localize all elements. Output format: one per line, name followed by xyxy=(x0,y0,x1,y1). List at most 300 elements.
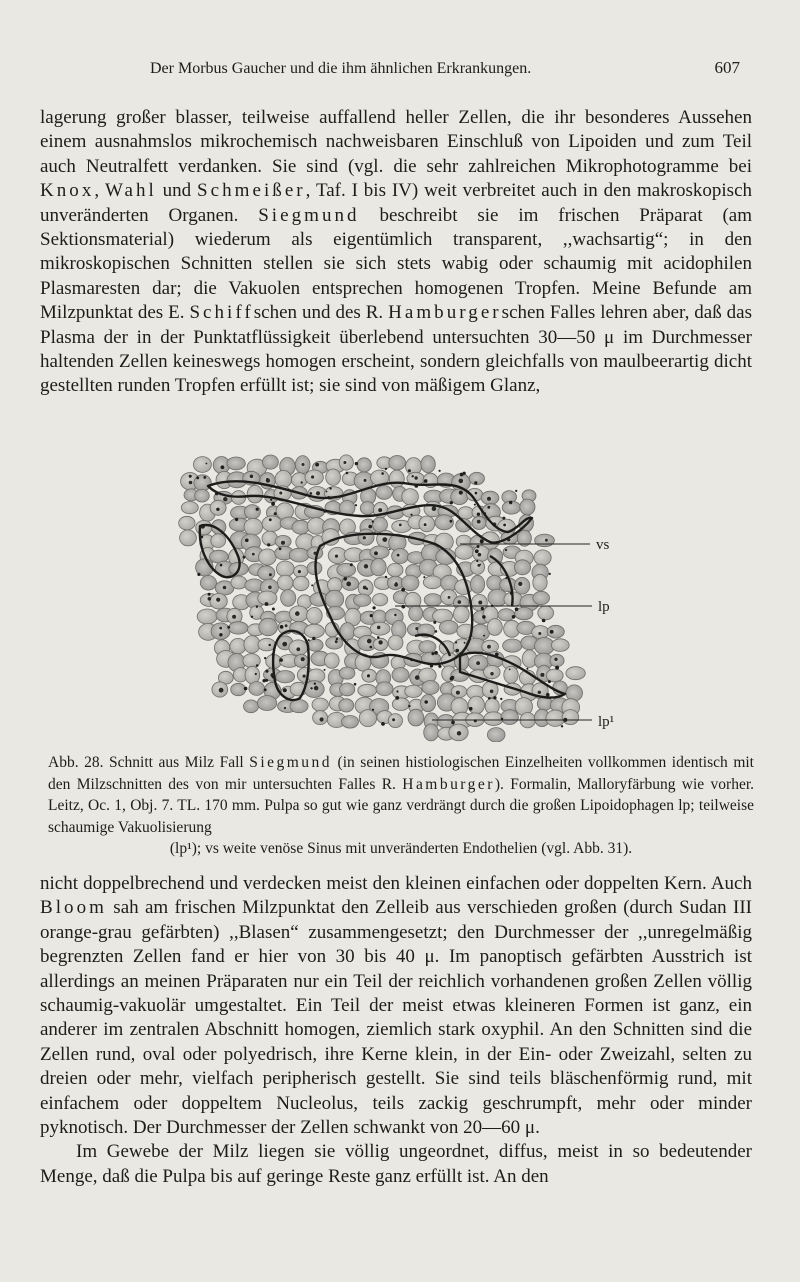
paragraph: Im Gewebe der Milz liegen sie völlig ungeordnet, diffus, meist in so bedeutender Menge, daß die Pulpa bis auf geringe Reste ganz erfüllt ist. An den xyxy=(40,1141,752,1187)
cell-mark xyxy=(514,577,529,594)
granule-mark xyxy=(355,504,357,506)
granule-mark xyxy=(381,472,384,475)
cell-mark xyxy=(503,639,522,652)
nucleus-mark xyxy=(250,475,254,479)
granule-mark xyxy=(488,697,491,700)
granule-mark xyxy=(550,630,554,634)
cell-mark xyxy=(292,473,308,487)
nucleus-mark xyxy=(303,675,306,678)
granule-mark xyxy=(397,554,400,557)
cell-mark xyxy=(290,700,308,713)
cell-mark xyxy=(423,576,441,589)
cell-mark xyxy=(249,682,265,696)
text-run: , Taf. I bis IV) weit verbreitet auch in den makroskopisch unveränderten Organen. xyxy=(40,180,753,226)
granule-mark xyxy=(476,560,478,562)
granule-mark xyxy=(208,593,211,596)
author-name: Schiff xyxy=(189,302,254,324)
granule-mark xyxy=(483,635,485,637)
granule-mark xyxy=(394,614,396,616)
cell-mark xyxy=(326,469,341,485)
cell-mark xyxy=(566,667,585,680)
cell-mark xyxy=(325,590,343,608)
nucleus-mark xyxy=(320,717,324,721)
text-run: und xyxy=(156,180,198,202)
cell-mark xyxy=(538,606,554,620)
nucleus-mark xyxy=(382,537,387,542)
nucleus-mark xyxy=(367,639,372,644)
cell-mark xyxy=(389,470,404,488)
granule-mark xyxy=(401,605,405,609)
nucleus-mark xyxy=(415,627,418,630)
cell-mark xyxy=(305,470,323,485)
nucleus-mark xyxy=(459,479,464,484)
nucleus-mark xyxy=(487,497,491,501)
cell-mark xyxy=(259,549,277,565)
granule-mark xyxy=(256,606,258,608)
tissue-cells xyxy=(179,455,586,742)
cell-mark xyxy=(387,563,403,576)
nucleus-mark xyxy=(538,691,541,694)
cell-mark xyxy=(408,709,424,726)
label-lp1: lp¹ xyxy=(598,714,615,730)
granule-mark xyxy=(189,475,192,478)
cell-mark xyxy=(546,669,563,682)
nucleus-mark xyxy=(432,506,437,511)
nucleus-mark xyxy=(364,564,368,568)
nucleus-mark xyxy=(346,582,351,587)
granule-mark xyxy=(311,584,313,586)
granule-mark xyxy=(548,680,551,683)
granule-mark xyxy=(219,627,222,630)
cell-mark xyxy=(402,489,419,505)
cell-mark xyxy=(514,560,530,575)
granule-mark xyxy=(312,637,315,640)
granule-mark xyxy=(245,539,249,543)
cell-mark xyxy=(294,654,308,667)
granule-mark xyxy=(324,669,326,671)
granule-mark xyxy=(269,573,272,576)
nucleus-mark xyxy=(279,492,282,495)
cell-mark xyxy=(229,622,249,634)
nucleus-mark xyxy=(378,640,382,644)
cell-mark xyxy=(339,699,354,712)
granule-mark xyxy=(487,506,490,509)
text-run: nicht doppelbrechend und verdecken meist den kleinen einfachen oder doppelten Kern. Auch xyxy=(40,873,752,894)
author-name: Hamburger xyxy=(388,302,502,324)
granule-mark xyxy=(509,501,512,504)
nucleus-mark xyxy=(296,647,300,651)
granule-mark xyxy=(475,492,478,495)
text-run: Abb. 28. Schnitt aus Milz Fall xyxy=(48,754,250,771)
granule-mark xyxy=(329,487,331,489)
cell-mark xyxy=(340,683,355,696)
cell-mark xyxy=(244,518,263,535)
nucleus-mark xyxy=(448,596,451,599)
granule-mark xyxy=(219,633,222,636)
nucleus-mark xyxy=(363,536,366,539)
cell-mark xyxy=(262,516,282,532)
granule-mark xyxy=(477,545,480,548)
cell-mark xyxy=(534,550,551,565)
nucleus-mark xyxy=(458,600,462,604)
nucleus-mark xyxy=(414,476,417,479)
cell-mark xyxy=(193,457,211,473)
nucleus-mark xyxy=(189,481,193,485)
granule-mark xyxy=(370,614,373,617)
micrograph-illustration xyxy=(160,436,640,742)
granule-mark xyxy=(555,666,559,670)
granule-mark xyxy=(424,700,428,704)
granule-mark xyxy=(475,549,479,553)
cell-mark xyxy=(562,710,579,725)
granule-mark xyxy=(206,463,208,465)
nucleus-mark xyxy=(216,598,220,602)
cell-mark xyxy=(354,594,372,606)
granule-mark xyxy=(367,674,370,677)
cell-mark xyxy=(324,653,339,668)
body-text-top xyxy=(40,106,752,399)
granule-mark xyxy=(482,615,486,619)
nucleus-mark xyxy=(252,553,255,556)
cell-mark xyxy=(231,576,247,589)
nucleus-mark xyxy=(457,731,461,735)
cell-mark xyxy=(484,712,503,726)
granule-mark xyxy=(401,588,405,592)
paragraph xyxy=(40,106,752,399)
cell-mark xyxy=(231,683,246,695)
granule-mark xyxy=(350,563,353,566)
granule-mark xyxy=(561,725,563,727)
cell-mark xyxy=(195,489,210,502)
granule-mark xyxy=(423,576,425,578)
granule-mark xyxy=(373,606,376,609)
cell-mark xyxy=(326,637,343,649)
granule-mark xyxy=(451,721,455,725)
text-run: beschreibt sie im frischen Präparat (am Sektionsmaterial) wiederum als eigentümlich transparent, ,,wachsartig“; in den mikroskopischen Schnitten stellen sie sich stets wabig oder schaumig mit acidophilen Plasmaresten dar; die Vakuolen entsprechen homogenen Tropfen. Meine Befunde am Milzpunktat des E. xyxy=(40,204,752,324)
granule-mark xyxy=(310,492,313,495)
granule-mark xyxy=(221,465,225,469)
nucleus-mark xyxy=(274,512,277,515)
granule-mark xyxy=(197,573,200,576)
nucleus-mark xyxy=(476,661,480,665)
granule-mark xyxy=(477,513,480,516)
granule-mark xyxy=(464,642,466,644)
nucleus-mark xyxy=(490,690,494,694)
granule-mark xyxy=(515,607,519,611)
granule-mark xyxy=(368,525,372,529)
nucleus-mark xyxy=(364,479,367,482)
granule-mark xyxy=(385,576,387,578)
nucleus-mark xyxy=(208,597,212,601)
granule-mark xyxy=(434,651,438,655)
nucleus-mark xyxy=(487,645,491,649)
cell-mark xyxy=(258,566,275,580)
cell-mark xyxy=(262,455,278,469)
granule-mark xyxy=(455,641,457,643)
nucleus-mark xyxy=(477,520,481,524)
cell-mark xyxy=(439,620,458,634)
cell-mark xyxy=(259,618,278,636)
cell-mark xyxy=(388,714,402,728)
granule-mark xyxy=(227,626,230,629)
granule-mark xyxy=(480,539,484,543)
author-name: Siegmund xyxy=(249,754,332,771)
granule-mark xyxy=(410,514,412,516)
label-lp: lp xyxy=(598,599,610,615)
granule-mark xyxy=(381,722,385,726)
text-run: lagerung großer blasser, teilweise auffallend heller Zellen, die ihr besonderes Aussehen einem ausnahmslos mikrochemisch nachweisbaren Einschluß von Lipoiden und zum Teil auch Neutralfett verdanken. Sie sind (vgl. die sehr zahlreichen Mikrophotogramme bei xyxy=(40,107,752,177)
granule-mark xyxy=(374,551,378,555)
granule-mark xyxy=(196,477,199,480)
granule-mark xyxy=(266,670,269,673)
cell-mark xyxy=(247,485,263,503)
granule-mark xyxy=(216,508,219,511)
cell-mark xyxy=(257,696,276,711)
granule-mark xyxy=(315,463,319,467)
granule-mark xyxy=(270,499,272,501)
granule-mark xyxy=(424,523,427,526)
cell-mark xyxy=(376,682,393,696)
cell-mark xyxy=(419,641,436,653)
granule-mark xyxy=(431,652,434,655)
cell-mark xyxy=(313,711,328,725)
granule-mark xyxy=(500,698,502,700)
granule-mark xyxy=(266,478,268,480)
cell-mark xyxy=(276,671,295,683)
cell-mark xyxy=(376,486,392,500)
author-name: Schmeißer xyxy=(197,180,306,202)
cell-mark xyxy=(487,619,502,636)
nucleus-mark xyxy=(545,539,548,542)
running-title: Der Morbus Gaucher und die ihm ähnlichen Erkrankungen. xyxy=(150,60,532,77)
granule-mark xyxy=(515,490,517,492)
cell-mark xyxy=(357,458,371,472)
granule-mark xyxy=(395,582,397,584)
cell-mark xyxy=(533,574,547,591)
cell-mark xyxy=(373,517,388,532)
text-run: schen und des R. xyxy=(253,302,389,324)
cell-mark xyxy=(504,666,518,683)
nucleus-mark xyxy=(335,640,338,643)
cell-mark xyxy=(275,470,292,487)
granule-mark xyxy=(412,475,414,477)
nucleus-mark xyxy=(554,658,557,661)
nucleus-mark xyxy=(295,611,300,616)
caption-last-line: (lp¹); vs weite venöse Sinus mit unveränderten Endothelien (vgl. Abb. 31). xyxy=(169,840,633,857)
granule-mark xyxy=(336,638,338,640)
cell-mark xyxy=(244,700,259,713)
granule-mark xyxy=(395,696,399,700)
granule-mark xyxy=(546,693,550,697)
cell-mark xyxy=(424,594,442,607)
nucleus-mark xyxy=(316,491,320,495)
nucleus-mark xyxy=(490,672,493,675)
cell-mark xyxy=(211,534,226,548)
cell-mark xyxy=(358,529,374,545)
granule-mark xyxy=(346,472,349,475)
cell-mark xyxy=(342,716,359,729)
cell-mark xyxy=(424,724,439,741)
nucleus-mark xyxy=(314,686,319,691)
nucleus-mark xyxy=(335,555,338,558)
granule-mark xyxy=(235,518,238,521)
granule-mark xyxy=(243,556,246,559)
granule-mark xyxy=(301,481,303,483)
granule-mark xyxy=(372,521,374,523)
nucleus-mark xyxy=(268,586,272,590)
cell-mark xyxy=(307,607,323,624)
granule-mark xyxy=(451,676,455,680)
cell-mark xyxy=(371,559,386,576)
granule-mark xyxy=(450,520,453,523)
cell-mark xyxy=(370,546,389,559)
cell-mark xyxy=(180,530,197,546)
nucleus-mark xyxy=(415,675,420,680)
granule-mark xyxy=(389,548,391,550)
granule-mark xyxy=(377,636,380,639)
cell-mark xyxy=(392,549,409,564)
nucleus-mark xyxy=(456,691,460,695)
granule-mark xyxy=(512,615,516,619)
granule-mark xyxy=(203,476,206,479)
cell-mark xyxy=(359,710,376,727)
cell-mark xyxy=(389,456,406,470)
granule-mark xyxy=(244,687,248,691)
granule-mark xyxy=(308,639,310,641)
cell-mark xyxy=(388,635,403,650)
cell-mark xyxy=(473,546,490,562)
cell-mark xyxy=(358,684,377,696)
cell-mark xyxy=(312,698,328,711)
cell-mark xyxy=(498,609,515,621)
granule-mark xyxy=(459,491,463,495)
cell-mark xyxy=(392,698,409,711)
nucleus-mark xyxy=(311,475,314,478)
granule-mark xyxy=(251,616,253,618)
granule-mark xyxy=(343,577,347,581)
granule-mark xyxy=(366,588,368,590)
nucleus-mark xyxy=(281,541,285,545)
author-name: Bloom xyxy=(40,897,107,919)
cell-mark xyxy=(547,625,564,638)
nucleus-mark xyxy=(301,657,305,661)
granule-mark xyxy=(396,690,398,692)
cell-mark xyxy=(197,609,217,624)
cell-mark xyxy=(281,590,296,607)
cell-mark xyxy=(520,499,535,515)
cell-mark xyxy=(276,561,294,577)
figure-28 xyxy=(160,436,640,742)
paragraph xyxy=(40,872,752,1140)
nucleus-mark xyxy=(478,601,482,605)
granule-mark xyxy=(469,707,473,711)
cell-mark xyxy=(200,576,216,591)
cell-mark xyxy=(455,545,474,559)
cell-mark xyxy=(501,710,518,725)
cell-mark xyxy=(405,685,422,697)
cell-mark xyxy=(422,681,439,695)
nucleus-mark xyxy=(378,508,382,512)
nucleus-mark xyxy=(478,553,482,557)
author-name: Siegmund xyxy=(258,204,360,226)
nucleus-mark xyxy=(232,615,236,619)
nucleus-mark xyxy=(392,718,395,721)
nucleus-mark xyxy=(538,632,541,635)
granule-mark xyxy=(408,705,410,707)
cell-mark xyxy=(339,667,355,679)
granule-mark xyxy=(503,524,506,527)
nucleus-mark xyxy=(302,463,305,466)
cell-mark xyxy=(293,576,309,590)
cell-mark xyxy=(419,516,435,532)
granule-mark xyxy=(280,625,284,629)
granule-mark xyxy=(262,679,265,682)
granule-mark xyxy=(479,564,481,566)
granule-mark xyxy=(256,508,259,511)
nucleus-mark xyxy=(399,524,402,527)
cell-mark xyxy=(421,456,435,473)
granule-mark xyxy=(385,468,387,470)
cell-mark xyxy=(471,575,485,593)
granule-mark xyxy=(439,470,441,472)
granule-mark xyxy=(267,543,270,546)
nucleus-mark xyxy=(377,626,381,630)
granule-mark xyxy=(455,649,459,653)
granule-mark xyxy=(481,607,484,610)
granule-mark xyxy=(310,687,312,689)
cell-mark xyxy=(244,505,260,519)
granule-mark xyxy=(256,664,259,667)
granule-mark xyxy=(272,608,275,611)
cell-mark xyxy=(392,668,409,683)
cell-mark xyxy=(211,623,230,640)
granule-mark xyxy=(433,621,436,624)
granule-mark xyxy=(505,549,507,551)
cell-mark xyxy=(370,622,390,635)
granule-mark xyxy=(542,619,546,623)
granule-mark xyxy=(283,688,287,692)
cell-mark xyxy=(387,576,403,589)
cell-mark xyxy=(278,575,294,590)
cell-mark xyxy=(289,548,309,562)
cell-mark xyxy=(258,638,275,651)
nucleus-mark xyxy=(298,570,301,573)
granule-mark xyxy=(438,665,441,668)
author-name: Wahl xyxy=(105,180,157,202)
cell-mark xyxy=(304,624,324,638)
granule-mark xyxy=(474,481,477,484)
cell-mark xyxy=(308,639,323,651)
granule-mark xyxy=(425,479,427,481)
granule-mark xyxy=(326,491,328,493)
granule-mark xyxy=(370,646,373,649)
granule-mark xyxy=(509,669,511,671)
text-run: sah am frischen Milzpunktat den Zelleib aus verschieden großen (durch Sudan III orange-grau gefärbten) ,,Blasen“ zusammengesetzt; den Durchmesser der ,,unregelmäßig begrenzten Zellen fand er hier von 30 bis 40 μ. Im panoptisch gefärbten Ausstrich ist allerdings an meinen Präparaten nur ein Teil der reichlich vorhandenen großen Zellen völlig schaumig-vakuolär umgestaltet. Ein Teil der meist etwas kleineren Formen ist ganz, ein anderer im zentralen Abschnitt homogen, ziemlich stark oxyphil. An den Schnitten sind die Zellen rund, oval oder polyedrisch, ihre Kerne klein, in der Ein- oder Zweizahl, selten zu dreien oder mehr, vielfach peripherisch gestellt. Sie sind teils bläschenförmig rund, mit einfachem oder doppeltem Nucleolus, teils zackig geschrumpft, mehr oder minder pyknotisch. Der Durchmesser der Zellen schwankt von 20—60 μ. xyxy=(40,897,752,1139)
nucleus-mark xyxy=(223,586,227,590)
label-vs: vs xyxy=(596,537,610,553)
cell-mark xyxy=(468,696,484,714)
granule-mark xyxy=(265,602,269,606)
granule-mark xyxy=(269,644,271,646)
granule-mark xyxy=(354,683,357,686)
nucleus-mark xyxy=(540,673,544,677)
cell-mark xyxy=(453,606,469,623)
cell-mark xyxy=(409,606,423,621)
granule-mark xyxy=(450,501,453,504)
granule-mark xyxy=(435,630,438,633)
cell-mark xyxy=(421,695,436,712)
author-name: Hamburger xyxy=(402,775,495,793)
